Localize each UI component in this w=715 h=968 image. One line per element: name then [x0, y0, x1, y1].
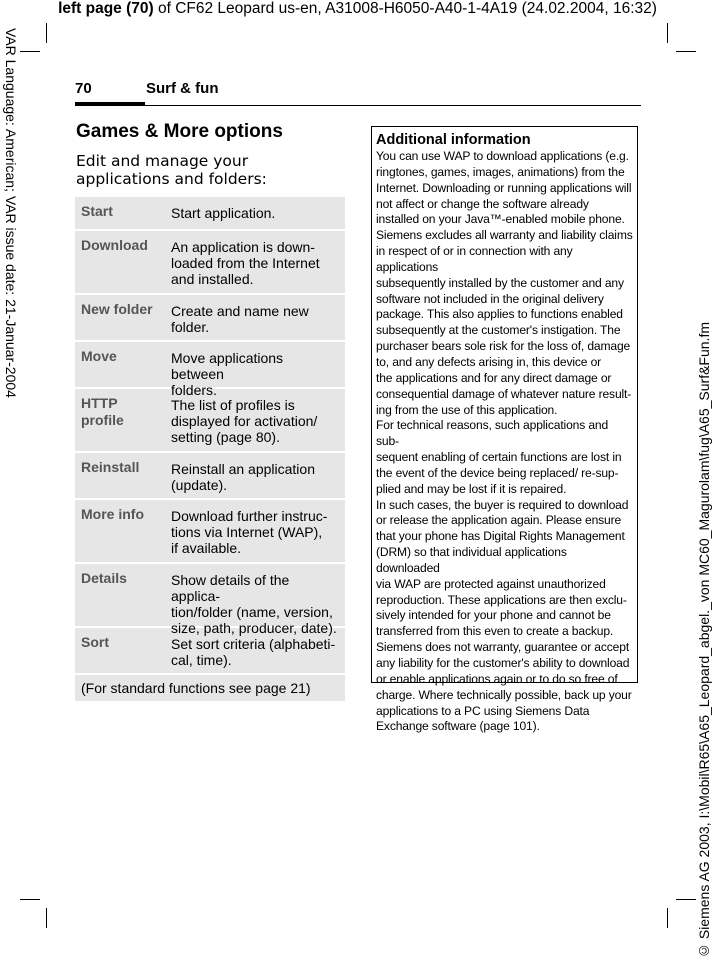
option-description: Reinstall an application (update).	[171, 461, 315, 493]
option-name: New folder	[81, 301, 153, 317]
info-box-text	[376, 149, 633, 735]
crop-mark	[667, 908, 668, 928]
option-description: Download further instruc- tions via Internet (WAP), if available.	[171, 508, 328, 556]
options-table	[75, 197, 345, 701]
info-paragraph: In such cases, the buyer is required to download or release the application again. Please ensure that your phone has Digital Rights Management (DRM) so that individual applications downloaded via WAP are protected against unauthorized reproduction. These applications are then exclu- sively intended for your phone and cannot be transferred from this even to create a backup. Siemens does not warranty, guarantee or accept any liability for the customer's ability to download or enable applications again or to do so free of charge. Where technically possible, back up your applications to a PC using Siemens Data Exchange software (page 101).	[376, 497, 632, 734]
crop-mark	[667, 23, 668, 43]
crop-mark	[46, 908, 47, 928]
print-header-page: left page (70)	[58, 0, 154, 17]
option-description: The list of profiles is displayed for activation/ setting (page 80).	[171, 397, 318, 445]
option-name: Sort	[81, 634, 109, 650]
print-header-details: of CF62 Leopard us-en, A31008-H6050-A40-1-4A19 (24.02.2004, 16:32)	[153, 0, 657, 17]
option-description: Move applications between folders.	[171, 350, 284, 398]
table-row	[75, 628, 345, 675]
intro-text: Edit and manage your applications and folders:	[76, 152, 267, 188]
section-name: Surf & fun	[146, 80, 219, 97]
info-paragraph: You can use WAP to download applications (e.g. ringtones, games, images, animations) from the Internet. Downloading or running applications will not affect or change the software already installed on your Java™-enabled mobile phone. Siemens excludes all warranty and liability claims in respect of or in connection with any applications subsequently installed by the customer and any software not included in the original delivery package. This also applies to functions enabled subsequently at the customer's instigation. The purchaser bears sole risk for the loss of, damage to, and any defects arising in, this device or the applications and for any direct damage or consequential damage of whatever nature result- ing from the use of this application.	[376, 149, 633, 417]
info-box-title: Additional information	[376, 132, 531, 148]
side-language-info: VAR Language: American; VAR issue date: 21-Januar-2004	[3, 28, 19, 398]
options-footer-note: (For standard functions see page 21)	[75, 675, 345, 701]
crop-mark	[20, 51, 40, 52]
side-copyright-info: © Siemens AG 2003, I:\Mobil\R65\A65_Leopard_abgel._von MC60_Magurolam\fug\A65_Surf&Fun.fm	[696, 322, 712, 960]
crop-mark	[676, 51, 696, 52]
table-row	[75, 389, 345, 453]
additional-information-box	[371, 126, 638, 734]
table-row	[75, 295, 345, 342]
option-name: More info	[81, 506, 144, 522]
page-number: 70	[75, 80, 92, 97]
option-name: HTTP profile	[81, 395, 124, 428]
option-description: Create and name new folder.	[171, 303, 309, 335]
table-row	[75, 564, 345, 636]
table-row	[75, 231, 345, 295]
header-rule	[75, 105, 641, 106]
section-heading: Games & More options	[76, 121, 283, 142]
option-name: Start	[81, 203, 113, 219]
table-row	[75, 453, 345, 500]
info-paragraph: For technical reasons, such applications and sub- sequent enabling of certain functions are lost in the event of the device being replaced/ re-sup- plied and may be lost if it is repaired.	[376, 418, 622, 496]
option-description: Set sort criteria (alphabeti- cal, time).	[171, 636, 336, 668]
crop-mark	[46, 23, 47, 43]
option-name: Download	[81, 237, 148, 253]
table-row	[75, 500, 345, 564]
crop-mark	[20, 899, 40, 900]
table-row	[75, 342, 345, 398]
print-header	[0, 0, 715, 17]
option-name: Reinstall	[81, 459, 140, 475]
option-description: Show details of the applica- tion/folder (name, version, size, path, producer, date).	[171, 572, 337, 636]
option-name: Details	[81, 570, 127, 586]
table-row	[75, 197, 345, 231]
option-description: An application is down- loaded from the Internet and installed.	[171, 239, 320, 287]
option-name: Move	[81, 348, 117, 364]
crop-mark	[676, 899, 696, 900]
option-description: Start application.	[171, 205, 276, 221]
